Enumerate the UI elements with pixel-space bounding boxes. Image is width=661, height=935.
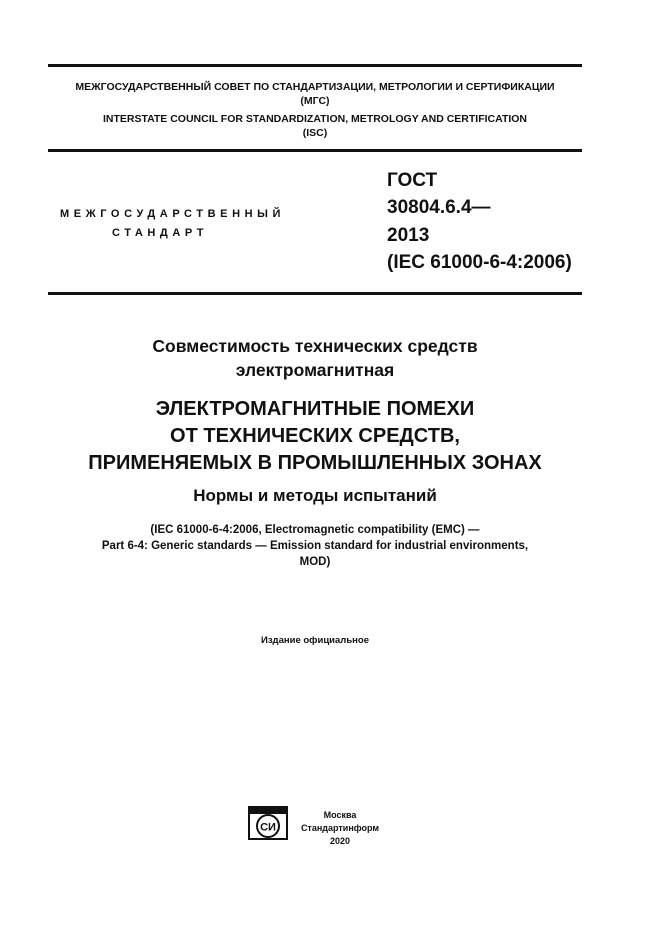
interstate-label-line2: СТАНДАРТ xyxy=(111,227,209,239)
subtitle-line1: Совместимость технических средств xyxy=(152,336,478,356)
standartinform-logo-icon xyxy=(248,806,288,840)
designation-rule xyxy=(48,292,582,295)
norms-heading: Нормы и методы испытаний xyxy=(193,486,437,505)
council-name-en: INTERSTATE COUNCIL FOR STANDARDIZATION, METROLOGY AND CERTIFICATION xyxy=(102,113,528,125)
iec-title-line2: Part 6-4: Generic standards — Emission standard for industrial environments, xyxy=(101,540,529,552)
main-title-line2: ОТ ТЕХНИЧЕСКИХ СРЕДСТВ, xyxy=(170,425,460,447)
main-title-line1: ЭЛЕКТРОМАГНИТНЫЕ ПОМЕХИ xyxy=(155,398,475,420)
header-rule xyxy=(48,149,582,152)
iec-title-line1: (IEC 61000-6-4:2006, Electromagnetic compatibility (EMC) — xyxy=(150,524,480,536)
council-abbr-ru: (МГС) xyxy=(300,95,330,107)
subtitle-line2: электромагнитная xyxy=(235,360,395,380)
publisher-city: Москва xyxy=(323,810,357,820)
gost-label: ГОСТ xyxy=(387,170,438,191)
top-rule xyxy=(48,64,582,67)
edition-label: Издание официальное xyxy=(261,635,369,646)
interstate-label-line1: МЕЖГОСУДАРСТВЕННЫЙ xyxy=(60,208,286,220)
iec-title-line3: MOD) xyxy=(299,556,331,568)
gost-year: 2013 xyxy=(387,225,430,246)
logo-text: СИ xyxy=(260,821,276,834)
gost-iec-reference: (IEC 61000-6-4:2006) xyxy=(387,252,572,273)
main-title-line3: ПРИМЕНЯЕМЫХ В ПРОМЫШЛЕННЫХ ЗОНАХ xyxy=(88,452,542,474)
gost-number: 30804.6.4— xyxy=(387,197,491,218)
publisher-year: 2020 xyxy=(329,836,351,846)
council-abbr-en: (ISC) xyxy=(302,127,328,139)
publisher-name: Стандартинформ xyxy=(300,823,380,833)
council-name-ru: МЕЖГОСУДАРСТВЕННЫЙ СОВЕТ ПО СТАНДАРТИЗАЦИИ, МЕТРОЛОГИИ И СЕРТИФИКАЦИИ xyxy=(75,81,555,93)
